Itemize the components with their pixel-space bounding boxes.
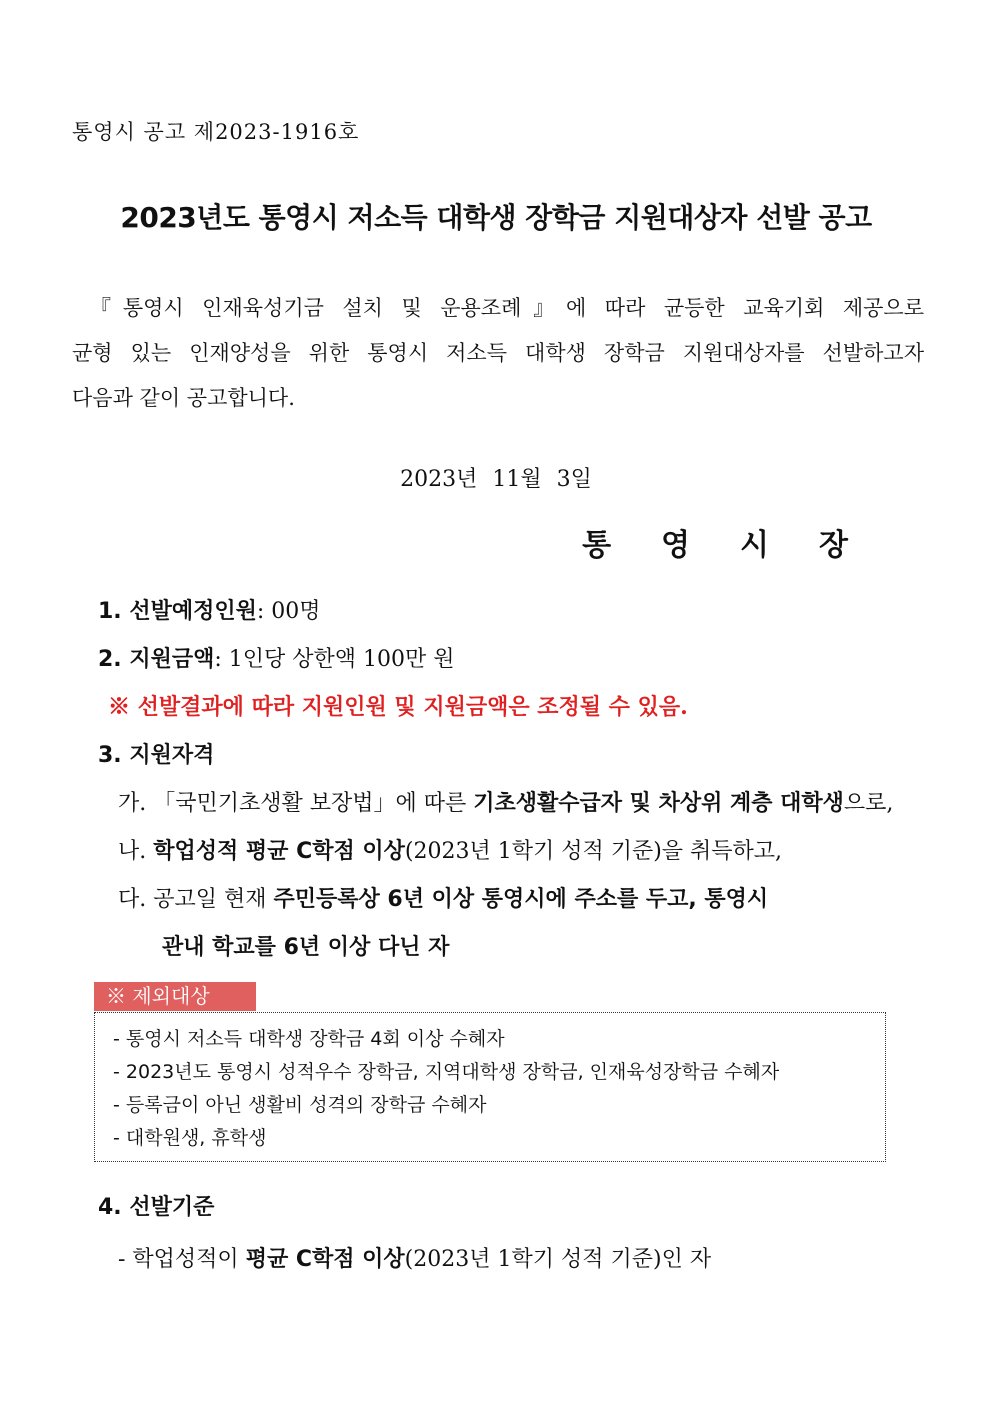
eligibility-na bbox=[118, 834, 782, 865]
document-title: 2023년도 통영시 저소득 대학생 장학금 지원대상자 선발 공고 bbox=[120, 201, 872, 234]
text-segment: - 학업성적이 bbox=[118, 1247, 246, 1272]
item-label: 4. 선발기준 bbox=[98, 1195, 215, 1220]
bold-segment: 기초생활수급자 및 차상위 계층 대학생 bbox=[473, 791, 844, 816]
intro-line: 다음과 같이 공고합니다. bbox=[72, 386, 295, 410]
intro-line: 『통영시 인재육성기금 설치 및 운용조례』에 따라 균등한 교육기회 제공으로 bbox=[90, 296, 924, 320]
notice-date: 2023년 11월 3일 bbox=[400, 467, 592, 492]
text-segment: (2023년 1학기 성적 기준)인 자 bbox=[404, 1247, 712, 1272]
intro-line: 균형 있는 인재양성을 위한 통영시 저소득 대학생 장학금 지원대상자를 선발하고자 bbox=[72, 341, 924, 365]
bold-segment: 주민등록상 6년 이상 통영시에 주소를 두고, 통영시 bbox=[273, 887, 769, 912]
exclusion-line: - 2023년도 통영시 성적우수 장학금, 지역대학생 장학금, 인재육성장학금 수혜자 bbox=[113, 1061, 780, 1083]
warning-note: ※ 선발결과에 따라 지원인원 및 지원금액은 조정될 수 있음. bbox=[108, 694, 688, 720]
eligibility-da-cont bbox=[162, 930, 449, 961]
item-label: 2. 지원금액 bbox=[98, 647, 215, 672]
bold-segment: 평균 C학점 이상 bbox=[245, 1247, 405, 1272]
text-segment: (2023년 1학기 성적 기준)을 취득하고, bbox=[404, 839, 783, 864]
intro-paragraph bbox=[72, 286, 924, 421]
item-eligibility bbox=[98, 738, 214, 769]
exclusion-line: - 대학원생, 휴학생 bbox=[113, 1127, 267, 1149]
bold-segment: 학업성적 평균 C학점 이상 bbox=[153, 839, 405, 864]
item-value: : 1인당 상한액 100만 원 bbox=[214, 647, 455, 672]
exclusion-tab: ※ 제외대상 bbox=[94, 982, 256, 1011]
item-label: 3. 지원자격 bbox=[98, 743, 215, 768]
exclusion-line: - 등록금이 아닌 생활비 성격의 장학금 수혜자 bbox=[113, 1094, 487, 1116]
eligibility-da bbox=[118, 882, 768, 913]
item-criteria bbox=[98, 1190, 214, 1221]
notice-number: 통영시 공고 제2023-1916호 bbox=[72, 120, 360, 144]
text-segment: 가. 「국민기초생활 보장법」에 따른 bbox=[118, 791, 474, 816]
exclusion-box bbox=[94, 1012, 886, 1162]
text-segment: 나. bbox=[118, 839, 154, 864]
item-quota bbox=[98, 594, 321, 625]
issuer-signature: 통영시장 bbox=[582, 528, 898, 563]
item-amount bbox=[98, 642, 454, 673]
item-label: 1. 선발예정인원 bbox=[98, 599, 257, 624]
text-segment: 다. 공고일 현재 bbox=[118, 887, 274, 912]
criteria-line bbox=[118, 1242, 711, 1273]
eligibility-ga bbox=[118, 786, 893, 817]
bold-segment: 관내 학교를 6년 이상 다닌 자 bbox=[162, 935, 450, 960]
item-value: : 00명 bbox=[256, 599, 321, 624]
text-segment: 으로, bbox=[843, 791, 894, 816]
exclusion-line: - 통영시 저소득 대학생 장학금 4회 이상 수혜자 bbox=[113, 1028, 505, 1050]
